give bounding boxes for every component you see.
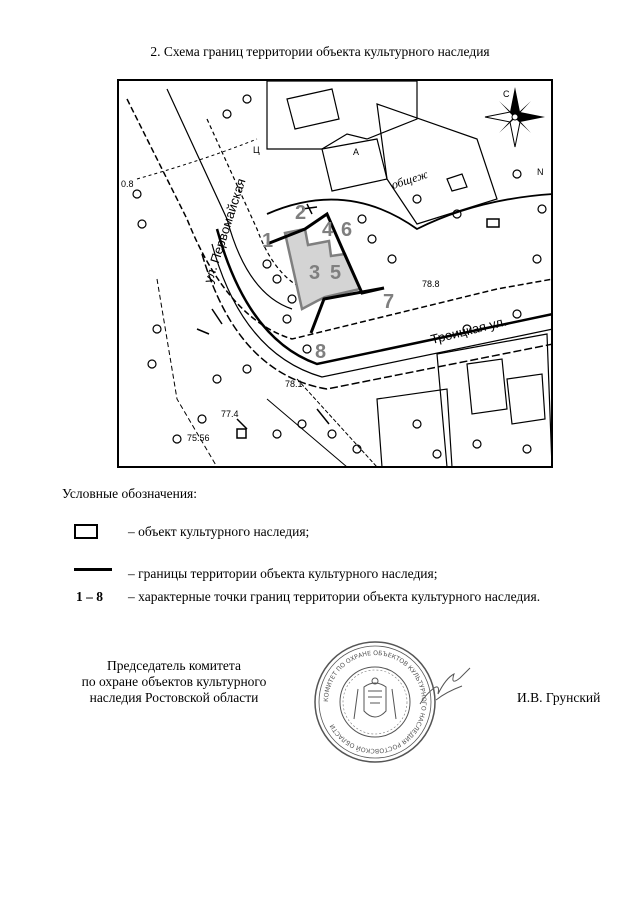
- seal-text-path: КОМИТЕТ ПО ОХРАНЕ ОБЪЕКТОВ КУЛЬТУРНОГО НАСЛЕДИЯ РОСТОВСКОЙ ОБЛАСТИ: [322, 649, 428, 755]
- document-title: 2. Схема границ территории объекта культурного наследия: [150, 44, 490, 59]
- seal-text: [323, 650, 427, 754]
- compass-north-label: С: [503, 89, 510, 99]
- point-7-label: 7: [383, 291, 395, 313]
- point-6-label: 6: [341, 219, 353, 241]
- legend-heading: Условные обозначения:: [62, 486, 198, 501]
- legend-item-text: – объект культурного наследия;: [128, 524, 310, 539]
- legend-item-text: – характерные точки границ территории объекта культурного наследия.: [128, 589, 541, 604]
- handwritten-signature: [416, 664, 472, 708]
- point-range-label: 1 – 8: [76, 589, 103, 604]
- chairman-title-line-2: по охране объектов культурного: [81, 674, 267, 689]
- chairman-title: [62, 658, 286, 706]
- map-label-elev-4: 0.8: [121, 179, 134, 189]
- signer-name: И.В. Грунский: [517, 690, 601, 705]
- map-label-elev-2: 78.1: [285, 379, 303, 389]
- chairman-title-line-3: наследия Ростовской области: [89, 690, 259, 705]
- site-boundary-map: [117, 79, 553, 468]
- point-5-label: 5: [330, 262, 342, 284]
- map-label-c: Ц: [253, 145, 260, 155]
- map-label-elev-3: 75.56: [187, 433, 210, 443]
- point-8-label: 8: [315, 341, 327, 363]
- chairman-title-line-1: Председатель комитета: [107, 658, 241, 673]
- map-label-elev-5: 77.4: [221, 409, 239, 419]
- map-label-obshchezh: общеж: [389, 166, 430, 192]
- point-1-label: 1: [262, 230, 274, 252]
- map-label-n: N: [537, 167, 544, 177]
- street-label-troitskaya: Троицкая ул.: [429, 313, 509, 347]
- point-2-label: 2: [295, 202, 307, 224]
- street-label-pervomayskaya: ул. Первомайская: [200, 176, 249, 285]
- heritage-object-symbol: [74, 524, 98, 539]
- map-label-elev-1: 78.8: [422, 279, 440, 289]
- point-4-label: 4: [322, 219, 334, 241]
- point-3-label: 3: [309, 262, 321, 284]
- legend-item-text: – границы территории объекта культурного наследия;: [128, 566, 438, 581]
- map-label-a: А: [353, 147, 360, 157]
- boundary-line-symbol: [74, 568, 112, 571]
